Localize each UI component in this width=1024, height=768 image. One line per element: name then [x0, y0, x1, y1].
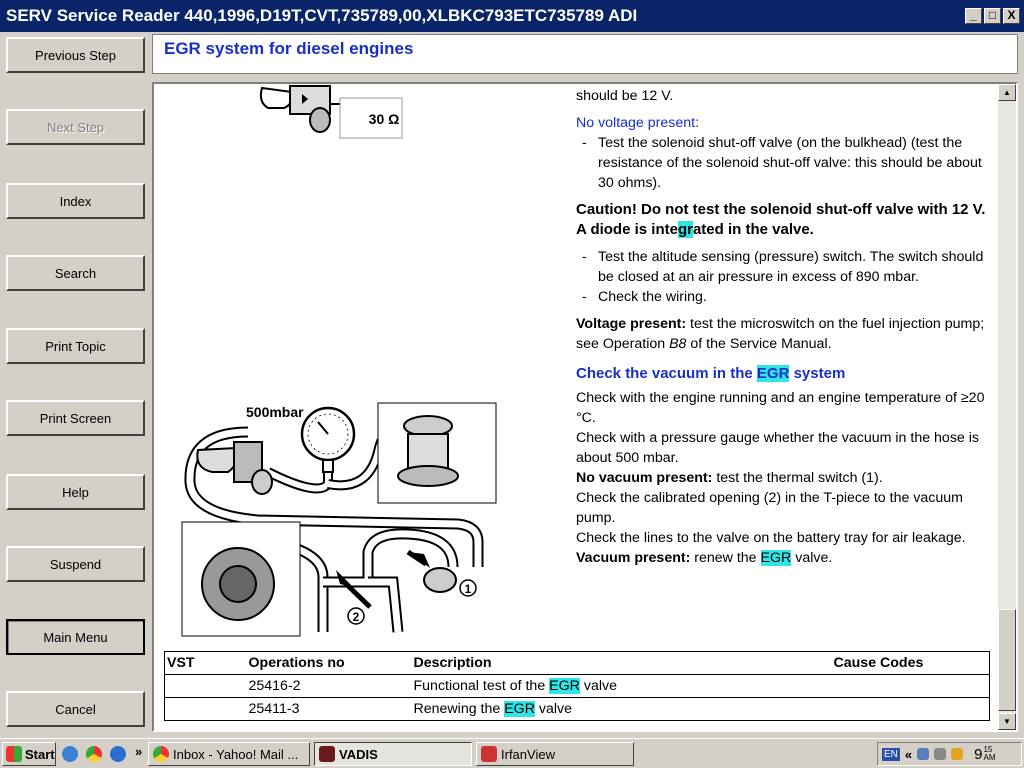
cell-description: Renewing the EGR valve — [412, 698, 832, 721]
window-title-bar — [0, 0, 1024, 32]
column-header-description: Description — [412, 652, 832, 675]
scroll-down-arrow-icon[interactable]: ▼ — [998, 713, 1016, 730]
scroll-up-arrow-icon[interactable]: ▲ — [998, 84, 1016, 101]
vacuum-present-note: Vacuum present: renew the EGR valve. — [576, 550, 833, 566]
caution-note: Caution! Do not test the solenoid shut-off valve with 12 V. A diode is integrated in the valve. — [576, 201, 986, 238]
vertical-scrollbar[interactable] — [998, 84, 1016, 730]
gauge-pressure-label: 500mbar — [246, 404, 304, 420]
table-row[interactable] — [165, 675, 990, 698]
topic-header — [152, 34, 1018, 74]
column-header-vst: VST — [165, 652, 247, 675]
table-header-row — [165, 652, 990, 675]
chrome-quicklaunch-icon[interactable] — [86, 746, 102, 762]
index-button[interactable]: Index — [6, 183, 145, 219]
print-topic-button[interactable]: Print Topic — [6, 328, 145, 364]
table-row[interactable] — [165, 698, 990, 721]
system-tray — [877, 742, 1022, 766]
operations-table — [164, 651, 990, 721]
cell-operation-no: 25411-3 — [247, 698, 412, 721]
maximize-button[interactable]: □ — [984, 8, 1001, 24]
cell-cause-codes — [832, 698, 990, 721]
vacuum-para-4: Check the lines to the valve on the battery tray for air leakage. — [576, 530, 966, 546]
vacuum-test-figure — [178, 402, 508, 647]
quicklaunch-overflow-icon[interactable]: » — [135, 744, 143, 759]
taskbar — [0, 738, 1024, 768]
list-item-solenoid: - Test the solenoid shut-off valve (on the bulkhead) (test the resistance of the solenoid shut-off valve: this should be about 30 ohms). — [576, 133, 991, 193]
no-vacuum-note: No vacuum present: test the thermal switch (1). — [576, 470, 883, 486]
list-item-wiring: - Check the wiring. — [576, 287, 991, 307]
close-button[interactable]: X — [1003, 8, 1020, 24]
previous-step-button[interactable]: Previous Step — [6, 37, 145, 73]
callout-1: 1 — [464, 582, 472, 596]
solenoid-valve-figure — [244, 84, 504, 144]
search-button[interactable]: Search — [6, 255, 145, 291]
cell-vst — [165, 698, 247, 721]
vacuum-para-3: Check the calibrated opening (2) in the T-piece to the vacuum pump. — [576, 490, 963, 526]
task-inbox-yahoo[interactable]: Inbox - Yahoo! Mail ... — [148, 742, 310, 766]
next-step-button[interactable]: Next Step — [6, 109, 145, 145]
vacuum-para-2: Check with a pressure gauge whether the vacuum in the hose is about 500 mbar. — [576, 430, 979, 466]
tray-overflow-icon[interactable]: « — [904, 746, 913, 762]
start-button[interactable]: Start — [2, 742, 56, 766]
column-header-cause-codes: Cause Codes — [832, 652, 990, 675]
help-button[interactable]: Help — [6, 474, 145, 510]
task-irfanview[interactable]: IrfanView — [476, 742, 634, 766]
topic-title: EGR system for diesel engines — [164, 39, 414, 58]
network-icon[interactable] — [917, 748, 929, 760]
window-title: SERV Service Reader 440,1996,D19T,CVT,735789,00,XLBKC793ETC735789 ADI — [6, 6, 638, 25]
main-menu-button[interactable]: Main Menu — [6, 619, 145, 655]
cell-description: Functional test of the EGR valve — [412, 675, 832, 698]
volume-icon[interactable] — [934, 748, 946, 760]
security-shield-icon[interactable] — [951, 748, 963, 760]
callout-2: 2 — [352, 610, 360, 624]
suspend-button[interactable]: Suspend — [6, 546, 145, 582]
language-indicator[interactable]: EN — [884, 748, 898, 760]
scroll-thumb[interactable] — [998, 609, 1016, 711]
cell-vst — [165, 675, 247, 698]
voltage-present-note: Voltage present: test the microswitch on the fuel injection pump; see Operation B8 of the Service Manual. — [576, 316, 985, 352]
ie-alt-quicklaunch-icon[interactable] — [110, 746, 126, 762]
voltage-requirement: should be 12 V. — [576, 88, 674, 104]
instructions-text — [576, 86, 991, 568]
no-voltage-heading: No voltage present: — [576, 115, 700, 131]
vacuum-para-1: Check with the engine running and an engine temperature of ≥20 °C. — [576, 390, 985, 426]
topic-content-pane[interactable] — [152, 82, 1018, 732]
clock: 9 15 AM — [974, 745, 996, 763]
list-item-pressure-switch: - Test the altitude sensing (pressure) switch. The switch should be closed at an air pressure in excess of 890 mbar. — [576, 247, 991, 287]
cell-cause-codes — [832, 675, 990, 698]
cell-operation-no: 25416-2 — [247, 675, 412, 698]
ie-quicklaunch-icon[interactable] — [62, 746, 78, 762]
minimize-button[interactable]: _ — [965, 8, 982, 24]
vacuum-section-heading: Check the vacuum in the EGR system — [576, 365, 846, 382]
windows-logo-icon — [6, 746, 22, 762]
column-header-operations-no: Operations no — [247, 652, 412, 675]
chrome-icon — [153, 746, 169, 762]
resistance-label: 30 Ω — [368, 111, 400, 127]
print-screen-button[interactable]: Print Screen — [6, 400, 145, 436]
cancel-button[interactable]: Cancel — [6, 691, 145, 727]
vadis-icon — [319, 746, 335, 762]
irfanview-icon — [481, 746, 497, 762]
task-vadis[interactable]: VADIS — [314, 742, 472, 766]
